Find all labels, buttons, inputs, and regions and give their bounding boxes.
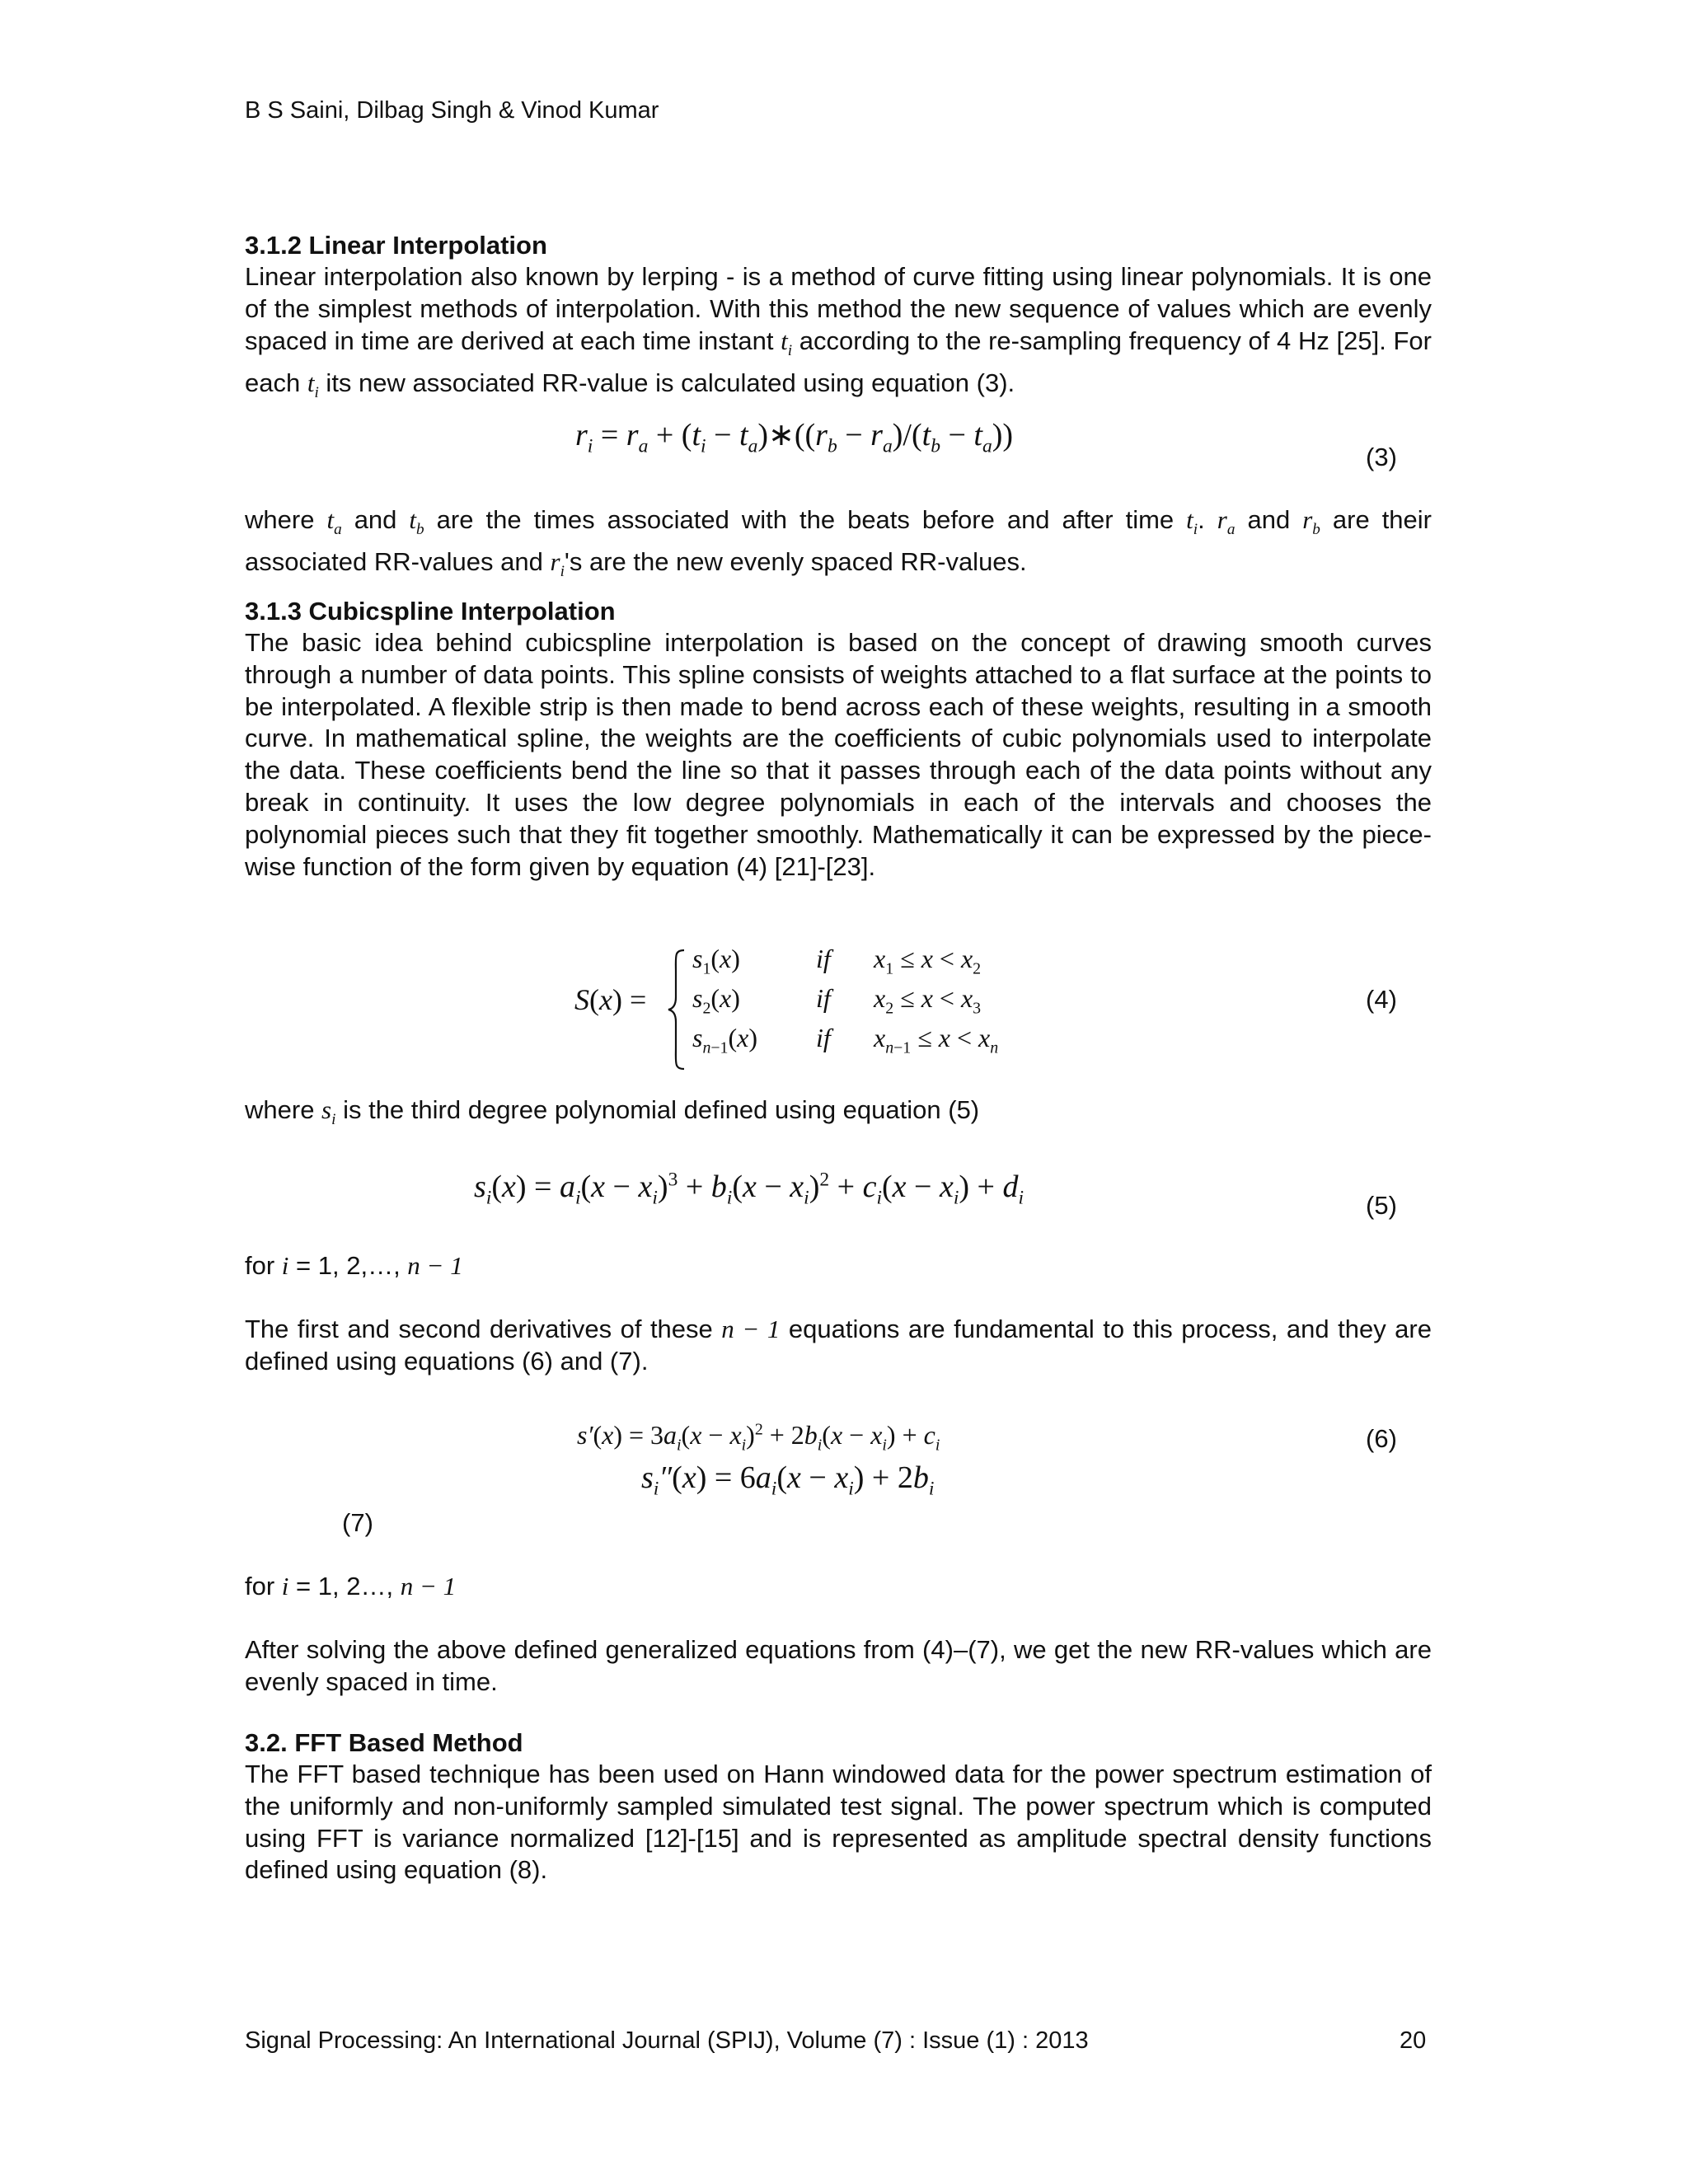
equation-number-5: (5) [1366,1191,1397,1220]
equation-number-6: (6) [1366,1424,1397,1453]
math-i: i [281,1572,289,1601]
paragraph-cubicspline: The basic idea behind cubicspline interpolation is based on the concept of drawing smooth curves through a number of data points. This spline consists of weights attached to a flat surface at the points to be interpolated. A flexible strip is then made to bend across each of these weights, resulting in a smooth curve. In mathematical spline, the weights are the coefficients of cubic polynomials used to interpolate the data. These coefficients bend the line so that it passes through each of the data points without any break in continuity. It uses the low degree polynomials in each of the intervals and chooses the polynomial pieces such that they fit together smoothly. Mathematically it can be expressed by the piece-wise function of the form given by equation (4) [21]-[23]. [245,628,1432,881]
text-run: = 1, 2…, [288,1572,401,1601]
math-n-minus-1: n − 1 [721,1315,781,1343]
section-heading-linear-interpolation: 3.1.2 Linear Interpolation [245,231,547,260]
text-run: 's are the new evenly spaced RR-values. [564,546,1027,576]
text-for-i-range-2 [245,1572,456,1601]
math-r-i: $r_i$ [550,546,565,581]
if-label: if [816,944,831,973]
math-t-i: $t_i$ [1186,505,1198,539]
page-number: 20 [1400,2027,1427,2054]
equation-number-3: (3) [1366,443,1397,471]
text-run: where [245,505,327,534]
math-t-i: $t_i$ [307,368,319,401]
math-t-b: $t_b$ [409,505,424,539]
math-t-a: $t_a$ [326,505,342,539]
text-run: for [245,1251,282,1280]
running-head: B S Saini, Dilbag Singh & Vinod Kumar [245,97,659,124]
text-run: its new associated RR-value is calculated using equation (3). [318,368,1015,397]
text-run: equations are fundamental to this process, and they are defined using equations (6) and (7). [245,1315,1432,1376]
text-run: are their associated RR-values and [245,505,1432,576]
equation-number-7: (7) [342,1508,373,1537]
equation-7: $s_i''(x) = 6a_i(x - x_i) + 2b_i$ [641,1460,935,1500]
section-heading-cubicspline: 3.1.3 Cubicspline Interpolation [245,597,616,626]
text-run: for [245,1572,282,1601]
math-s-i: $s_i$ [321,1095,336,1129]
math-n-minus-1: n − 1 [407,1251,463,1280]
paragraph-where-ta-tb: where $t_a$ and $t_b$ are the times associated with the beats before and after time $t_i$. $r_a$ and $r_b$ are their associated RR-values and $r_i's$ are the new evenly spaced RR-values. [245,505,1432,581]
text-run: The first and second derivatives of these [245,1315,722,1343]
text-run: and [1235,505,1303,534]
equation-4-lhs: S(x) = [574,983,647,1016]
piecewise-row-2: $s_2(x)$ if $x_2 \le x < x_3$ [692,983,982,1018]
text-run: according to the re-sampling frequency of 4 Hz [25]. For each [245,326,1432,397]
text-run: is the third degree polynomial defined using equation (5) [335,1095,980,1124]
paragraph-fft: The FFT based technique has been used on Hann windowed data for the power spectrum estimation of the uniformly and non-uniformly sampled simulated test signal. The power spectrum which is computed using FFT is variance normalized [12]-[15] and is represented as amplitude spectral density functions defined using equation (8). [245,1760,1432,1885]
piecewise-row-3: $s_{n-1}(x)$ if $x_{n-1} \le x < x_n$ [692,1023,999,1057]
paragraph-linear-interpolation [245,261,1432,410]
text-run: where [245,1095,322,1124]
text-run: are the times associated with the beats before and after time [424,505,1187,534]
math-r-a: $r_a$ [1217,505,1236,539]
text-run: = 1, 2,…, [288,1251,408,1280]
paragraph-after-solving: After solving the above defined generalized equations from (4)–(7), we get the new RR-values which are evenly spaced in time. [245,1635,1432,1696]
if-label: if [816,1023,831,1052]
equation-3: $r_i = r_a + (t_i$ − $t_a)∗((r_b - r_a)/(t_b - t_a))$ [575,418,1014,457]
text-where-si [245,1095,979,1129]
text-run [1205,505,1217,534]
if-label: if [816,983,831,1013]
math-r-b: $r_b$ [1302,505,1320,539]
equation-number-4: (4) [1366,985,1397,1014]
text-run: Linear interpolation also known by lerping - is a method of curve fitting using linear polynomials. It is one of the simplest methods of interpolation. With this method the new sequence of values which are evenly spaced in time are derived at each time instant [245,262,1432,355]
math-t-i: $t_i$ [781,326,793,359]
footer-journal: Signal Processing: An International Journal (SPIJ), Volume (7) : Issue (1) : 2013 [245,2027,1089,2054]
math-i: i [281,1251,289,1280]
paragraph-derivatives [245,1314,1432,1378]
equation-6: $s'(x) = 3a_i(x - x_i)^2 + 2b_i(x - x_i) + c_i$ [577,1420,940,1455]
text-for-i-range-1 [245,1251,463,1281]
text-run: and [341,505,410,534]
math-n-minus-1: n − 1 [400,1572,457,1601]
section-heading-fft: 3.2. FFT Based Method [245,1728,523,1757]
piecewise-row-1: $s_1(x)$ if $x_1 \le x < x_2$ [692,944,982,978]
equation-5: $s_i(x) = a_i(x - x_i)^3 + b_i(x - x_i)^2 + c_i(x - x_i) + d_i$ [474,1169,1025,1209]
left-brace-icon [666,948,687,1071]
